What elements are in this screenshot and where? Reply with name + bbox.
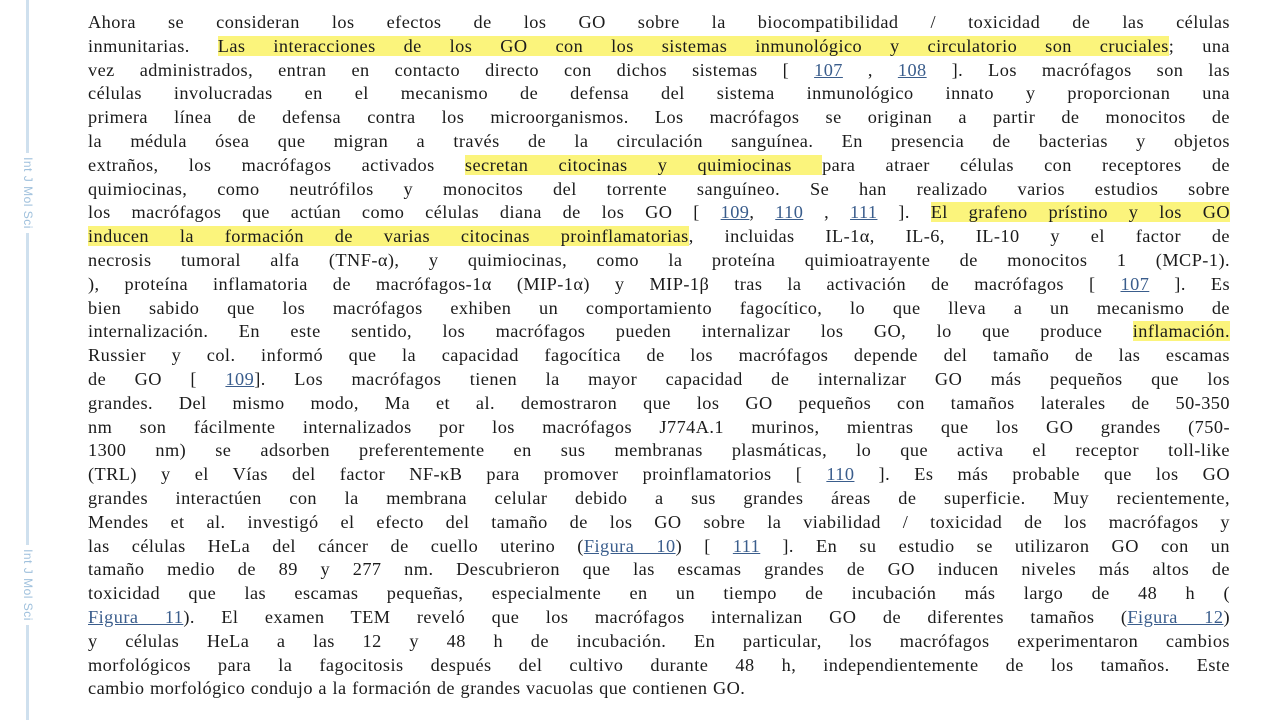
text-run: ]. xyxy=(877,202,931,223)
text-run: células involucradas en el mecanismo de defensa del sistema inmunológico innato y proporcionan una xyxy=(88,83,1230,104)
text-run: ]. Los macrófagos son las xyxy=(926,59,1231,80)
text-run: Mendes et al. investigó el efecto del tamaño de los GO sobre la viabilidad / toxicidad de los macrófagos y xyxy=(88,511,1230,532)
text-run: la médula ósea que migran a través de la circulación sanguínea. En presencia de bacterias y objetos xyxy=(88,130,1230,151)
text-run: , xyxy=(749,202,776,223)
reference-link-109[interactable]: 109 xyxy=(225,368,255,389)
text-run: ]. En su estudio se utilizaron GO con un xyxy=(760,535,1230,556)
text-run: grandes interactúen con la membrana celular debido a sus grandes áreas de superficie. Muy recientemente, xyxy=(88,487,1230,508)
reference-link-110[interactable]: 110 xyxy=(775,202,804,223)
journal-side-label-bottom[interactable] xyxy=(16,545,40,625)
text-line xyxy=(88,59,1230,83)
text-run: ) [ xyxy=(675,535,733,556)
reference-link-107[interactable]: 107 xyxy=(814,59,843,80)
text-line xyxy=(88,630,1230,654)
text-run: Russier y col. informó que la capacidad fagocítica de los macrófagos depende del tamaño de las escamas xyxy=(88,345,1230,366)
highlighted-text: inducen la formación de varias citocinas proinflamatorias xyxy=(88,226,689,247)
text-line xyxy=(88,11,1230,35)
text-line xyxy=(88,154,1230,178)
text-run: y células HeLa a las 12 y 48 h de incubación. En particular, los macrófagos experimentaron cambios xyxy=(88,630,1230,651)
text-run: morfológicos para la fagocitosis después del cultivo durante 48 h, independientemente de los tamaños. Este xyxy=(88,654,1230,675)
reference-link-107[interactable]: 107 xyxy=(1120,273,1150,294)
figure-link-12[interactable]: Figura 12 xyxy=(1127,606,1224,627)
text-line xyxy=(88,273,1230,297)
text-line xyxy=(88,439,1230,463)
text-line xyxy=(88,297,1230,321)
body-paragraph xyxy=(88,11,1230,701)
text-run: ), proteína inflamatoria de macrófagos-1α (MIP-1α) y MIP-1β tras la activación de macrófagos [ xyxy=(88,273,1121,294)
text-run: grandes. Del mismo modo, Ma et al. demostraron que los GO pequeños con tamaños laterales de 50-350 xyxy=(88,392,1230,413)
text-line xyxy=(88,344,1230,368)
text-run: inmunitarias. xyxy=(88,35,218,56)
text-run: ]. Es xyxy=(1149,273,1231,294)
text-run: , incluidas IL-1α, IL-6, IL-10 y el factor de xyxy=(688,226,1230,247)
text-run: vez administrados, entran en contacto directo con dichos sistemas [ xyxy=(88,59,815,80)
text-run: ]. Los macrófagos tienen la mayor capacidad de internalizar GO más pequeños que los xyxy=(254,368,1230,389)
text-run: de GO [ xyxy=(88,368,226,389)
figure-link-11[interactable]: Figura 11 xyxy=(88,606,184,627)
journal-side-label-text: Int J Mol Sci xyxy=(21,157,36,229)
text-run: (TRL) y el Vías del factor NF-κB para promover proinflamatorios [ xyxy=(88,464,827,485)
text-run: cambio morfológico condujo a la formación de grandes vacuolas que contienen GO. xyxy=(88,678,746,699)
text-line xyxy=(88,487,1230,511)
text-line xyxy=(88,392,1230,416)
text-line xyxy=(88,416,1230,440)
text-run: ). El examen TEM reveló que los macrófagos internalizan GO de diferentes tamaños ( xyxy=(183,606,1128,627)
text-run: , xyxy=(803,202,851,223)
reference-link-110[interactable]: 110 xyxy=(826,464,855,485)
text-line xyxy=(88,249,1230,273)
highlighted-text: Las interacciones de los GO con los sistemas inmunológico y circulatorio son cruciales xyxy=(217,35,1169,56)
text-run: ; una xyxy=(1168,35,1230,56)
text-run: las células HeLa del cáncer de cuello uterino ( xyxy=(88,535,584,556)
text-run: 1300 nm) se adsorben preferentemente en sus membranas plasmáticas, lo que activa el receptor toll-like xyxy=(88,440,1230,461)
text-run: tamaño medio de 89 y 277 nm. Descubrieron que las escamas grandes de GO inducen niveles más altos de xyxy=(88,559,1230,580)
reference-link-111[interactable]: 111 xyxy=(850,202,878,223)
text-line xyxy=(88,654,1230,678)
highlighted-text: secretan citocinas y quimiocinas xyxy=(464,154,823,175)
journal-side-label-top[interactable] xyxy=(16,153,40,233)
text-run: ]. Es más probable que los GO xyxy=(854,464,1230,485)
text-line xyxy=(88,535,1230,559)
text-line xyxy=(88,35,1230,59)
figure-link-10[interactable]: Figura 10 xyxy=(583,535,676,556)
text-run: ) xyxy=(1223,606,1230,627)
text-line xyxy=(88,511,1230,535)
reference-link-111[interactable]: 111 xyxy=(732,535,761,556)
text-line xyxy=(88,606,1230,630)
text-run: los macrófagos que actúan como células diana de los GO [ xyxy=(88,202,721,223)
text-run: primera línea de defensa contra los microorganismos. Los macrófagos se originan a partir de monocitos de xyxy=(88,107,1230,128)
journal-side-label-text: Int J Mol Sci xyxy=(21,549,36,621)
text-line xyxy=(88,463,1230,487)
highlighted-text: El grafeno prístino y los GO xyxy=(930,202,1231,223)
text-line xyxy=(88,677,1230,701)
text-line xyxy=(88,368,1230,392)
reference-link-108[interactable]: 108 xyxy=(897,59,927,80)
text-run: para atraer células con receptores de xyxy=(822,154,1230,175)
reference-link-109[interactable]: 109 xyxy=(720,202,750,223)
text-run: necrosis tumoral alfa (TNF-α), y quimiocinas, como la proteína quimioatrayente de monocitos 1 (MCP-1). xyxy=(88,249,1230,270)
highlighted-text: inflamación. xyxy=(1132,321,1230,342)
text-line xyxy=(88,106,1230,130)
text-run: quimiocinas, como neutrófilos y monocitos del torrente sanguíneo. Se han realizado varios estudios sobre xyxy=(88,178,1230,199)
text-run: Ahora se consideran los efectos de los GO sobre la biocompatibilidad / toxicidad de las células xyxy=(88,12,1230,32)
text-line xyxy=(88,225,1230,249)
text-line xyxy=(88,582,1230,606)
text-run: toxicidad que las escamas pequeñas, especialmente en un tiempo de incubación más largo de 48 h ( xyxy=(88,583,1230,604)
text-line xyxy=(88,320,1230,344)
text-run: nm son fácilmente internalizados por los macrófagos J774A.1 murinos, mientras que los GO grandes (750- xyxy=(88,416,1230,437)
text-line xyxy=(88,178,1230,202)
text-line xyxy=(88,558,1230,582)
text-line xyxy=(88,82,1230,106)
text-line xyxy=(88,130,1230,154)
text-run: bien sabido que los macrófagos exhiben un comportamiento fagocítico, lo que lleva a un mecanismo de xyxy=(88,297,1230,318)
text-run: , xyxy=(842,59,898,80)
text-line xyxy=(88,201,1230,225)
text-run: extraños, los macrófagos activados xyxy=(88,154,465,175)
text-run: internalización. En este sentido, los macrófagos pueden internalizar los GO, lo que produce xyxy=(88,321,1133,342)
